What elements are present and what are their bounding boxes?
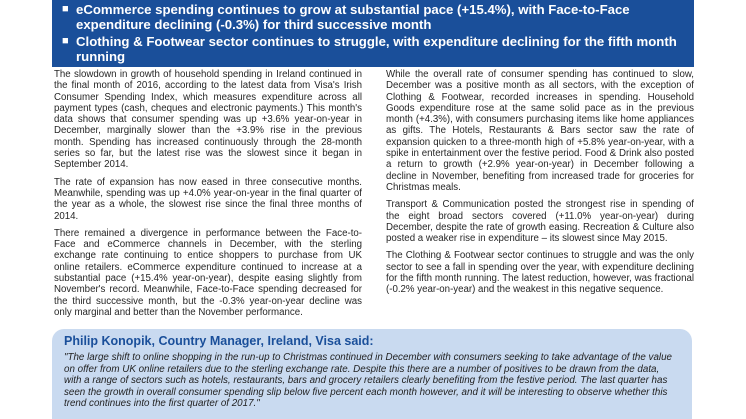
paragraph: The Clothing & Footwear sector continues to struggle and was the only sector to see a fall in spending over the year, with expenditure declining for the fifth month running. The latest reduction, however, was fractional (-0.2% year-on-year) and the weakest in this negative sequence. (386, 250, 694, 296)
article-body (54, 69, 694, 325)
quote-heading: Philip Konopik, Country Manager, Ireland, Visa said: (64, 334, 374, 348)
right-column (386, 69, 694, 325)
paragraph: There remained a divergence in performance between the Face-to-Face and eCommerce channels in December, with the sterling exchange rate continuing to entice shoppers to purchase from UK online retailers. eCommerce expenditure continued to increase at a substantial pace (+15.4% year-on-year), despite easing slightly from November's record. Meanwhile, Face-to-Face spending decreased for the third successive month, but the -0.3% year-on-year decline was only marginal and better than the November performance. (54, 227, 362, 318)
quote-text: "The large shift to online shopping in the run-up to Christmas continued in December with consumers seeking to take advantage of the value on offer from UK online retailers due to the sterling exchange rate. Despite this there are a number of positives to be drawn from the data, with a range of sectors such as hotels, restaurants, bars and grocery retailers clearly benefiting from the festive period. The last quarter has seen the growth in overall consumer spending slip below five percent each month however, and it will be interesting to observe whether this trend continues into the first quarter of 2017." (64, 352, 672, 410)
banner-text: Clothing & Footwear sector continues to struggle, with expenditure declining for the fifth month running (76, 34, 677, 64)
quote-box (52, 329, 692, 419)
paragraph: Transport & Communication posted the strongest rise in spending of the eight broad sectors covered (+11.0% year-on-year) during December, despite the rate of growth easing. Recreation & Culture also posted a weaker rise in expenditure – its slowest since May 2015. (386, 199, 694, 245)
banner-bullet-item (62, 34, 686, 64)
banner-bullet-item (62, 2, 686, 32)
bullet-icon: ■ (62, 35, 69, 47)
banner-text: eCommerce spending continues to grow at substantial pace (+15.4%), with Face-to-Face expenditure declining (-0.3%) for third successive month (76, 2, 630, 32)
headline-banner (52, 0, 694, 67)
paragraph: While the overall rate of consumer spending has continued to slow, December was a positive month as all sectors, with the exception of Clothing & Footwear, recorded increases in spending. Household Goods expenditure rose at the same solid pace as in the previous month (+4.3%), with consumers purchasing items like home appliances as gifts. The Hotels, Restaurants & Bars sector saw the rate of expansion quicken to a three-month high of +5.8% year-on-year, with a spike in entertainment over the festive period. Food & Drink also posted a return to growth (+2.9% year-on-year) in December following a decline in November, benefiting from increased trade for groceries for Christmas meals. (386, 69, 694, 193)
paragraph: The rate of expansion has now eased in three consecutive months. Meanwhile, spending was up +4.0% year-on-year in the final quarter of the year as a whole, the slowest rise since the final three months of 2014. (54, 176, 362, 222)
left-column (54, 69, 362, 325)
paragraph: The slowdown in growth of household spending in Ireland continued in the final month of 2016, according to the latest data from Visa's Irish Consumer Spending Index, which measures expenditure across all payment types (cash, cheques and electronic payments.) This month's data shows that consumer spending was up +3.6% year-on-year in December, marginally slower than the +3.9% rise in the previous month. Spending has increased continuously through the 28-month series so far, but the latest rise was the slowest since it began in September 2014. (54, 69, 362, 171)
bullet-icon: ■ (62, 3, 69, 15)
